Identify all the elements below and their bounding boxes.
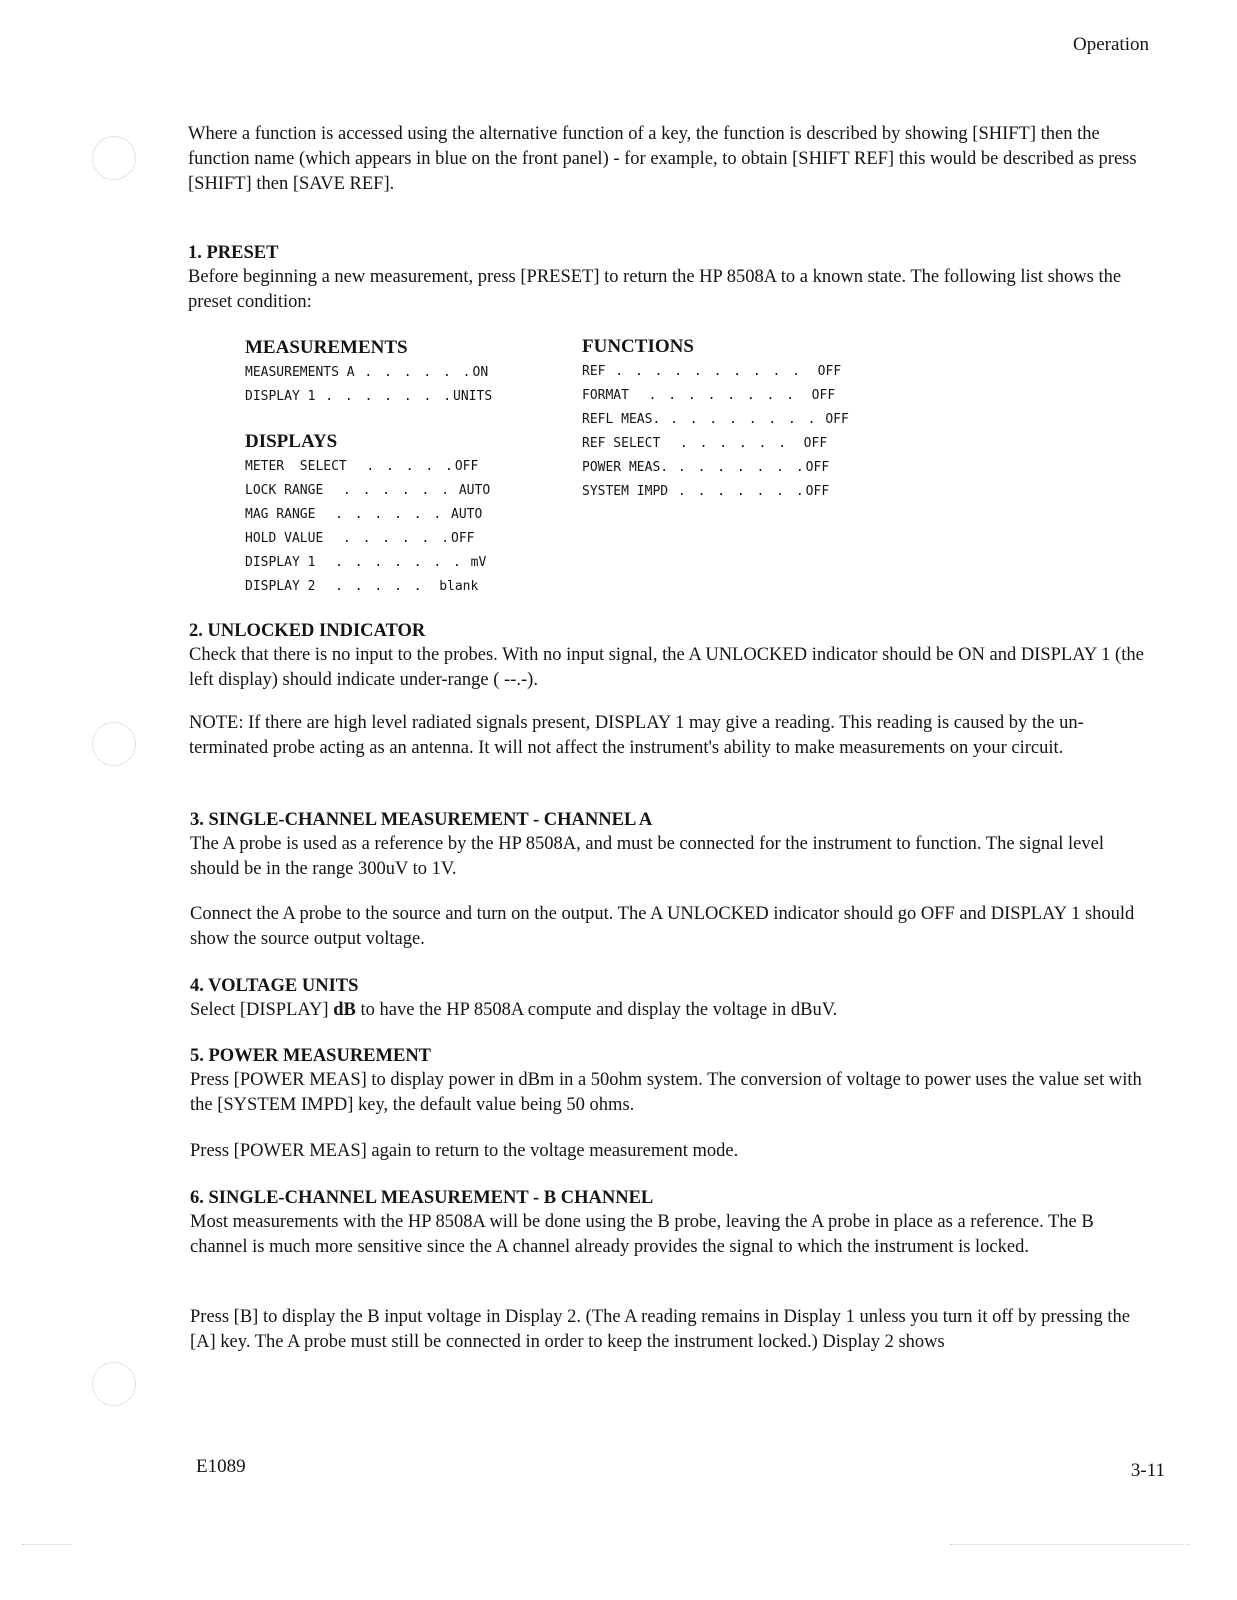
row-value: AUTO: [451, 483, 491, 498]
row-leader: . . . . . . .: [668, 484, 806, 499]
row-value: OFF: [805, 460, 830, 475]
displays-row: [245, 503, 545, 527]
functions-row: [582, 408, 882, 432]
row-label: REF SELECT: [582, 436, 661, 451]
document-id: E1089: [196, 1456, 246, 1477]
row-value: OFF: [802, 364, 842, 379]
row-value: blank: [423, 579, 479, 594]
row-label: MEASUREMENTS A: [245, 365, 355, 380]
intro-paragraph: Where a function is accessed using the alternative function of a key, the function is described by showing [SHIFT] then the function name (which appears in blue on the front panel) - for example, to obtain [SHIFT REF] this would be described as press [SHIFT] then [SAVE REF].: [188, 124, 1137, 194]
channel-a-text: The A probe is used as a reference by the HP 8508A, and must be connected for the instrument to function. The signal level should be in the range 300uV to 1V.: [190, 834, 1104, 879]
row-value: OFF: [788, 436, 828, 451]
measurements-title: MEASUREMENTS: [245, 337, 408, 358]
voltage-units-text-end: to have the HP 8508A compute and display the voltage in dBuV.: [355, 1000, 838, 1020]
power-text-2: Press [POWER MEAS] again to return to the voltage measurement mode.: [190, 1141, 739, 1161]
voltage-units-text-start: Select [DISPLAY]: [190, 1000, 334, 1020]
row-value: mV: [462, 555, 487, 570]
preset-heading: 1. PRESET: [188, 243, 279, 263]
channel-b-text: Most measurements with the HP 8508A will be done using the B probe, leaving the A probe in place as a reference. The B channel is much more sensitive since the A channel already provides the signal to which the instrument is locked.: [190, 1212, 1094, 1257]
row-label: DISPLAY 1: [245, 389, 316, 404]
row-value: OFF: [451, 531, 475, 546]
scan-artifact-right: [950, 1544, 1190, 1549]
displays-block: [245, 429, 545, 599]
row-value: OFF: [805, 484, 830, 499]
row-value: AUTO: [443, 507, 483, 522]
measurements-row: [245, 385, 545, 409]
functions-row: [582, 360, 882, 384]
row-value: UNITS: [453, 389, 493, 404]
row-leader: . . . . . .: [354, 365, 473, 380]
row-value: OFF: [817, 412, 849, 427]
row-label: DISPLAY 2: [245, 579, 316, 594]
displays-row: [245, 455, 545, 479]
row-leader: . . . . . . .: [315, 389, 454, 404]
power-heading: 5. POWER MEASUREMENT: [190, 1046, 432, 1066]
row-leader: . . . . . .: [660, 436, 789, 451]
row-label: POWER MEAS.: [582, 460, 669, 475]
row-label: MAG RANGE: [245, 507, 316, 522]
row-leader: . . . . . .: [315, 507, 444, 522]
displays-title: DISPLAYS: [245, 431, 338, 452]
channel-a-heading: 3. SINGLE-CHANNEL MEASUREMENT - CHANNEL A: [190, 810, 653, 830]
row-leader: . . . . . .: [323, 483, 452, 498]
row-label: METER SELECT: [245, 459, 347, 474]
row-leader: . . . . .: [315, 579, 424, 594]
scan-artifact-left: [22, 1544, 72, 1549]
row-value: OFF: [454, 459, 479, 474]
functions-block: [582, 334, 882, 504]
binder-hole-top: [92, 136, 136, 180]
row-leader: . . . . . . . .: [660, 412, 818, 427]
functions-row: [582, 456, 882, 480]
row-leader: . . . . . . .: [315, 555, 463, 570]
displays-row: [245, 527, 545, 551]
row-label: FORMAT: [582, 388, 629, 403]
measurements-block: [245, 335, 545, 409]
unlocked-heading: 2. UNLOCKED INDICATOR: [189, 621, 426, 641]
functions-row: [582, 480, 882, 504]
row-label: HOLD VALUE: [245, 531, 324, 546]
channel-b-heading: 6. SINGLE-CHANNEL MEASUREMENT - B CHANNEL: [190, 1188, 654, 1208]
row-label: DISPLAY 1: [245, 555, 316, 570]
functions-row: [582, 384, 882, 408]
functions-row: [582, 432, 882, 456]
voltage-units-db: dB: [333, 1000, 356, 1020]
displays-row: [245, 575, 545, 599]
row-leader: . . . . . . .: [668, 460, 806, 475]
measurements-row: [245, 361, 545, 385]
voltage-units-text: [190, 998, 1155, 1023]
channel-b-text-2: Press [B] to display the B input voltage in Display 2. (The A reading remains in Display 1 unless you turn it off by pressing the [A] key. The A probe must still be connected in order to keep the instrument locked.) Display 2 shows: [190, 1307, 1130, 1352]
row-label: LOCK RANGE: [245, 483, 324, 498]
row-value: OFF: [796, 388, 836, 403]
unlocked-text: Check that there is no input to the probes. With no input signal, the A UNLOCKED indicator should be ON and DISPLAY 1 (the left display) should indicate under-range ( --.-).: [189, 645, 1144, 690]
functions-title: FUNCTIONS: [582, 336, 694, 357]
running-header: Operation: [1073, 34, 1149, 55]
row-value: ON: [472, 365, 489, 380]
power-text: Press [POWER MEAS] to display power in dBm in a 50ohm system. The conversion of voltage to power uses the value set with the [SYSTEM IMPD] key, the default value being 50 ohms.: [190, 1070, 1142, 1115]
unlocked-note: NOTE: If there are high level radiated signals present, DISPLAY 1 may give a reading. This reading is caused by the un-terminated probe acting as an antenna. It will not affect the instrument's ability to make measurements on your circuit.: [189, 713, 1084, 758]
channel-a-text-2: Connect the A probe to the source and turn on the output. The A UNLOCKED indicator should go OFF and DISPLAY 1 should show the source output voltage.: [190, 904, 1135, 949]
preset-text: Before beginning a new measurement, press [PRESET] to return the HP 8508A to a known state. The following list shows the preset condition:: [188, 267, 1122, 312]
section-channel-b: [190, 1186, 1155, 1260]
row-label: REFL MEAS.: [582, 412, 661, 427]
row-leader: . . . . . .: [323, 531, 452, 546]
row-leader: . . . . . . . . . .: [605, 364, 803, 379]
section-voltage-units: [190, 974, 1155, 1023]
voltage-units-heading: 4. VOLTAGE UNITS: [190, 976, 359, 996]
section-channel-a: [190, 808, 1155, 882]
displays-row: [245, 551, 545, 575]
binder-hole-middle: [92, 722, 136, 766]
row-leader: . . . . .: [346, 459, 455, 474]
page-number: 3-11: [1130, 1460, 1165, 1481]
displays-row: [245, 479, 545, 503]
section-power: [190, 1044, 1155, 1118]
section-unlocked: [189, 619, 1154, 693]
row-leader: . . . . . . . .: [628, 388, 797, 403]
binder-hole-bottom: [92, 1362, 136, 1406]
row-label: REF: [582, 364, 606, 379]
row-label: SYSTEM IMPD: [582, 484, 669, 499]
section-preset: [188, 241, 1158, 315]
